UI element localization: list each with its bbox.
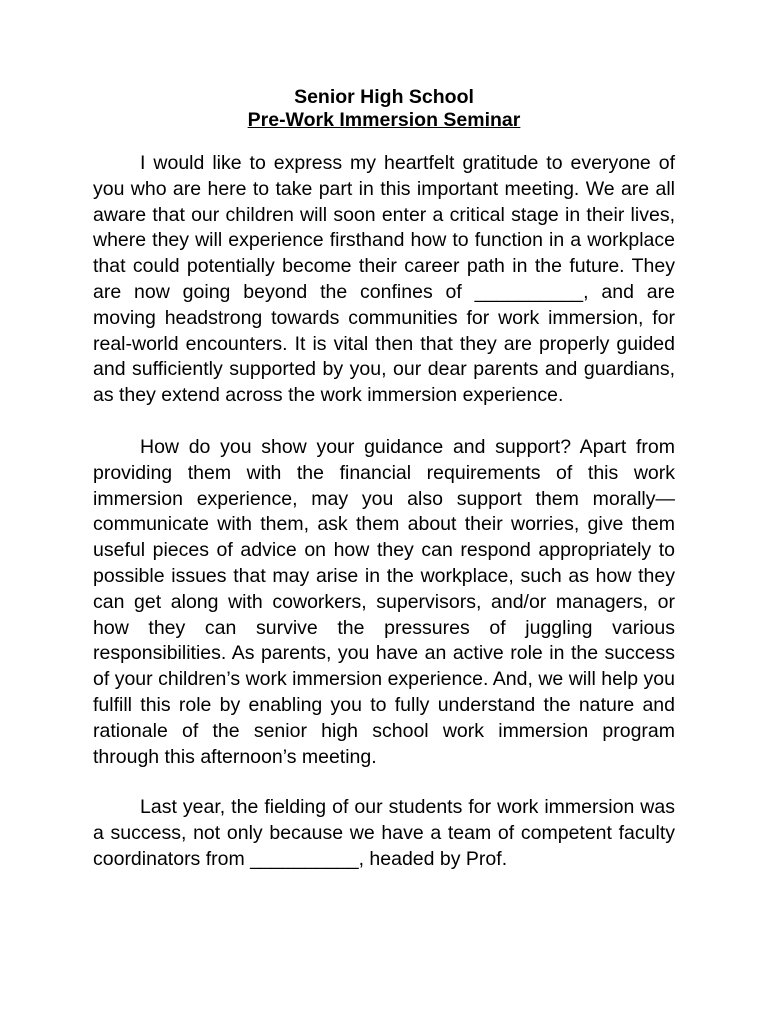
paragraph-guidance-support: How do you show your guidance and support? Apart from providing them with the financial requirements of this work immersion experience, may you also support them morally—communicate with them, ask them about their worries, give them useful pieces of advice on how they can respond appropriately to possible issues that may arise in the workplace, such as how they can get along with coworkers, supervisors, and/or managers, or how they can survive the pressures of juggling various responsibilities. As parents, you have an active role in the success of your children’s work immersion experience. And, we will help you fulfill this role by enabling you to fully understand the nature and rationale of the senior high school work immersion program through this afternoon’s meeting. [93,435,675,768]
document-school-title: Senior High School [294,86,474,108]
paragraph-last-year: Last year, the fielding of our students for work immersion was a success, not only because we have a team of competent faculty coordinators from __________, headed by Prof. [93,796,675,870]
document-page [93,86,675,873]
paragraph-gratitude: I would like to express my heartfelt gratitude to everyone of you who are here to take part in this important meeting. We are all aware that our children will soon enter a critical stage in their lives, where they will experience firsthand how to function in a workplace that could potentially become their career path in the future. They are now going beyond the confines of __________, and are moving headstrong towards communities for work immersion, for real-world encounters. It is vital then that they are properly guided and sufficiently supported by you, our dear parents and guardians, as they extend across the work immersion experience. [93,152,675,407]
document-seminar-title: Pre-Work Immersion Seminar [247,109,521,131]
